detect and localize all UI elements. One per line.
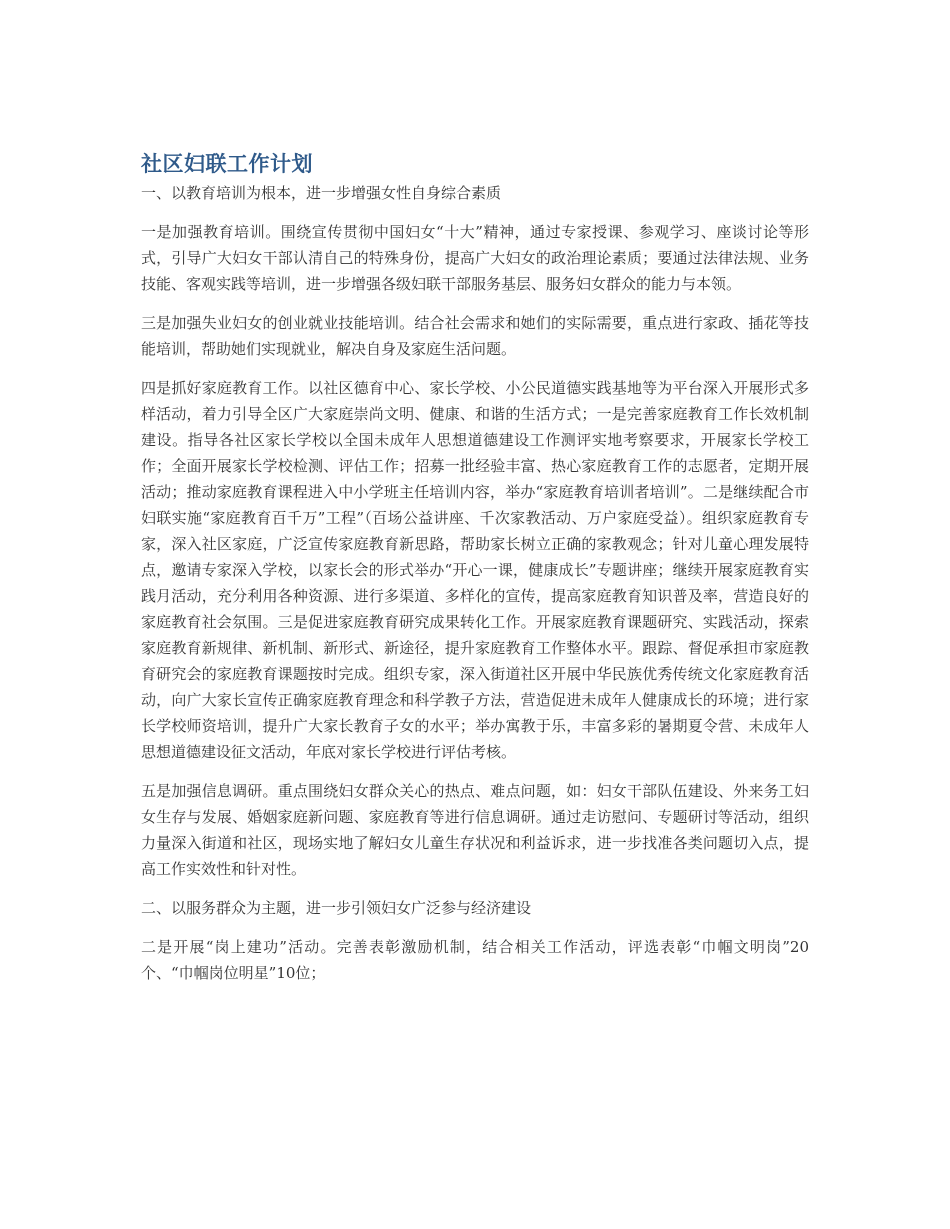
section-heading-2: 二、以服务群众为主题，进一步引领妇女广泛参与经济建设 xyxy=(141,899,532,917)
paragraph: 四是抓好家庭教育工作。以社区德育中心、家长学校、小公民道德实践基地等为平台深入开展形式多样活动，着力引导全区广大家庭崇尚文明、健康、和谐的生活方式；一是完善家庭教育工作长效机制建设。指导各社区家长学校以全国未成年人思想道德建设工作测评实地考察要求，开展家长学校工作；全面开展家长学校检测、评估工作；招募一批经验丰富、热心家庭教育工作的志愿者，定期开展活动；推动家庭教育课程进入中小学班主任培训内容，举办“家庭教育培训者培训”。二是继续配合市妇联实施“家庭教育百千万”工程”（百场公益讲座、千次家教活动、万户家庭受益）。组织家庭教育专家，深入社区家庭，广泛宣传家庭教育新思路，帮助家长树立正确的家教观念；针对儿童心理发展特点，邀请专家深入学校，以家长会的形式举办“开心一课，健康成长”专题讲座；继续开展家庭教育实践月活动，充分利用各种资源、进行多渠道、多样化的宣传，提高家庭教育知识普及率，营造良好的家庭教育社会氛围。三是促进家庭教育研究成果转化工作。开展家庭教育课题研究、实践活动，探索家庭教育新规律、新机制、新形式、新途径，提升家庭教育工作整体水平。跟踪、督促承担市家庭教育研究会的家庭教育课题按时完成。组织专家，深入街道社区开展中华民族优秀传统文化家庭教育活动，向广大家长宣传正确家庭教育理念和科学教子方法，营造促进未成年人健康成长的环境；进行家长学校师资培训，提升广大家长教育子女的水平；举办寓教于乐，丰富多彩的暑期夏令营、未成年人思想道德建设征文活动，年底对家长学校进行评估考核。 xyxy=(141,379,809,761)
paragraph: 三是加强失业妇女的创业就业技能培训。结合社会需求和她们的实际需要，重点进行家政、插花等技能培训，帮助她们实现就业，解决自身及家庭生活问题。 xyxy=(141,314,809,358)
document-title: 社区妇联工作计划 xyxy=(141,152,313,176)
section-heading-1: 一、以教育培训为根本，进一步增强女性自身综合素质 xyxy=(141,184,502,202)
paragraph: 五是加强信息调研。重点围绕妇女群众关心的热点、难点问题，如：妇女干部队伍建设、外来务工妇女生存与发展、婚姻家庭新问题、家庭教育等进行信息调研。通过走访慰问、专题研讨等活动，组织力量深入街道和社区，现场实地了解妇女儿童生存状况和利益诉求，进一步找准各类问题切入点，提高工作实效性和针对性。 xyxy=(141,782,809,878)
document-page xyxy=(141,148,809,999)
paragraph: 一是加强教育培训。围绕宣传贯彻中国妇女“十大”精神，通过专家授课、参观学习、座谈讨论等形式，引导广大妇女干部认清自己的特殊身份，提高广大妇女的政治理论素质；要通过法律法规、业务技能、客观实践等培训，进一步增强各级妇联干部服务基层、服务妇女群众的能力与本领。 xyxy=(141,223,809,293)
paragraph: 二是开展“岗上建功”活动。完善表彰激励机制，结合相关工作活动，评选表彰“巾帼文明岗”20个、“巾帼岗位明星”10位； xyxy=(141,938,809,982)
